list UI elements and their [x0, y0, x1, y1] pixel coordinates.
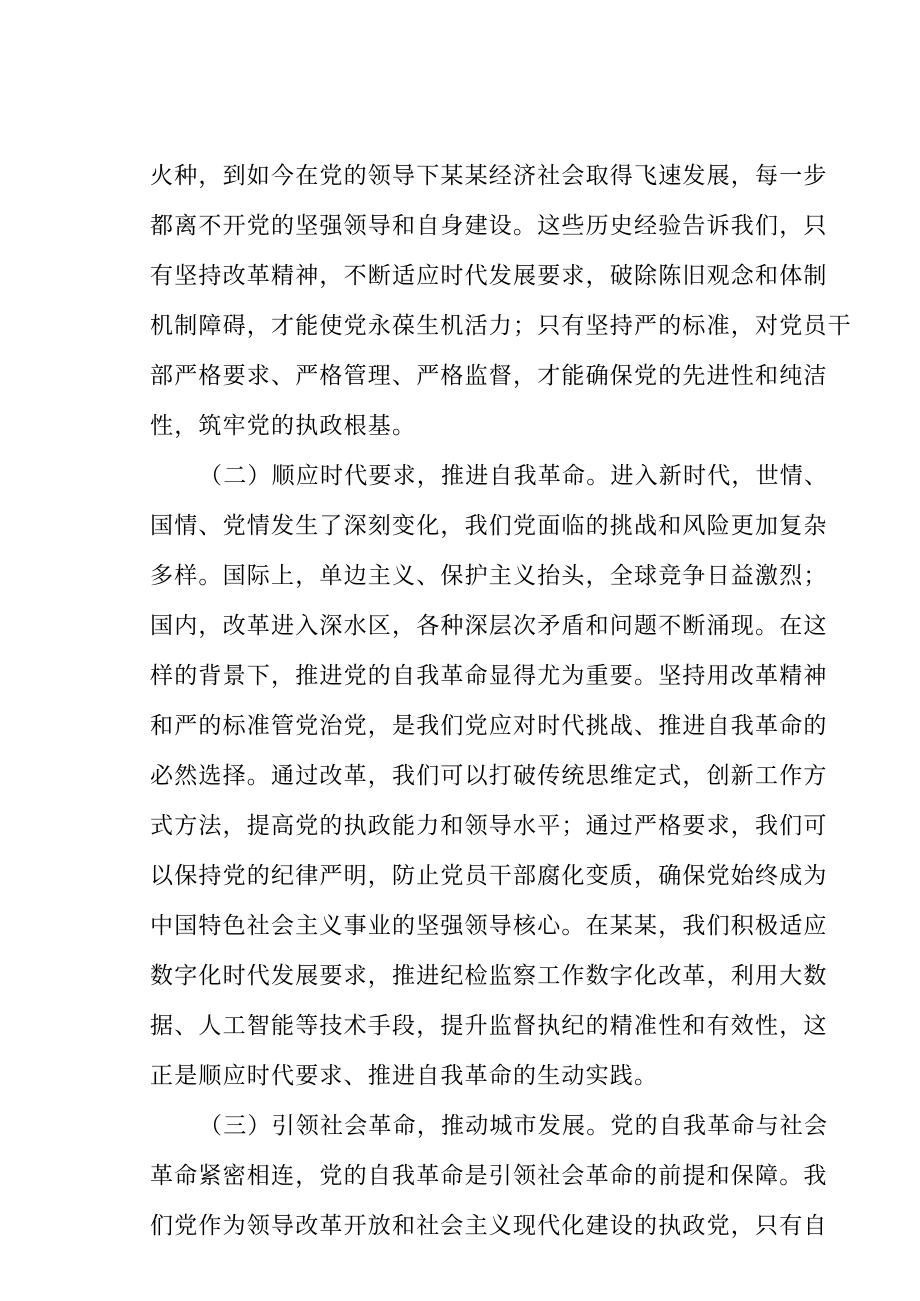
body-text-line: 正是顺应时代要求、推进自我革命的生动实践。: [150, 1063, 659, 1089]
body-text-line: 多样。国际上，单边主义、保护主义抬头，全球竞争日益激烈；: [150, 563, 828, 589]
body-text-line: 们党作为领导改革开放和社会主义现代化建设的执政党，只有自: [150, 1213, 828, 1239]
section-heading-line: （二）顺应时代要求，推进自我革命。进入新时代，世情、: [199, 463, 829, 489]
body-text-line: 性，筑牢党的执政根基。: [150, 413, 417, 439]
body-text-line: 数字化时代发展要求，推进纪检监察工作数字化改革，利用大数: [150, 963, 828, 989]
body-text-line: 国内，改革进入深水区，各种深层次矛盾和问题不断涌现。在这: [150, 613, 828, 639]
section-heading-line: （三）引领社会革命，推动城市发展。党的自我革命与社会: [199, 1113, 829, 1139]
body-text-line: 机制障碍，才能使党永葆生机活力；只有坚持严的标准，对党员干: [150, 313, 852, 339]
body-text-line: 火种，到如今在党的领导下某某经济社会取得飞速发展，每一步: [150, 163, 828, 189]
body-text-line: 国情、党情发生了深刻变化，我们党面临的挑战和风险更加复杂: [150, 513, 828, 539]
body-text-line: 据、人工智能等技术手段，提升监督执纪的精准性和有效性，这: [150, 1013, 828, 1039]
body-text-line: 式方法，提高党的执政能力和领导水平；通过严格要求，我们可: [150, 813, 828, 839]
body-text-line: 和严的标准管党治党，是我们党应对时代挑战、推进自我革命的: [150, 713, 828, 739]
body-text-line: 中国特色社会主义事业的坚强领导核心。在某某，我们积极适应: [150, 913, 828, 939]
body-text-line: 样的背景下，推进党的自我革命显得尤为重要。坚持用改革精神: [150, 663, 828, 689]
body-text-line: 必然选择。通过改革，我们可以打破传统思维定式，创新工作方: [150, 763, 828, 789]
body-text-line: 以保持党的纪律严明，防止党员干部腐化变质，确保党始终成为: [150, 863, 828, 889]
body-text-line: 都离不开党的坚强领导和自身建设。这些历史经验告诉我们，只: [150, 213, 828, 239]
body-text-line: 部严格要求、严格管理、严格监督，才能确保党的先进性和纯洁: [150, 363, 828, 389]
body-text-line: 有坚持改革精神，不断适应时代发展要求，破除陈旧观念和体制: [150, 263, 828, 289]
body-text-line: 革命紧密相连，党的自我革命是引领社会革命的前提和保障。我: [150, 1163, 828, 1189]
